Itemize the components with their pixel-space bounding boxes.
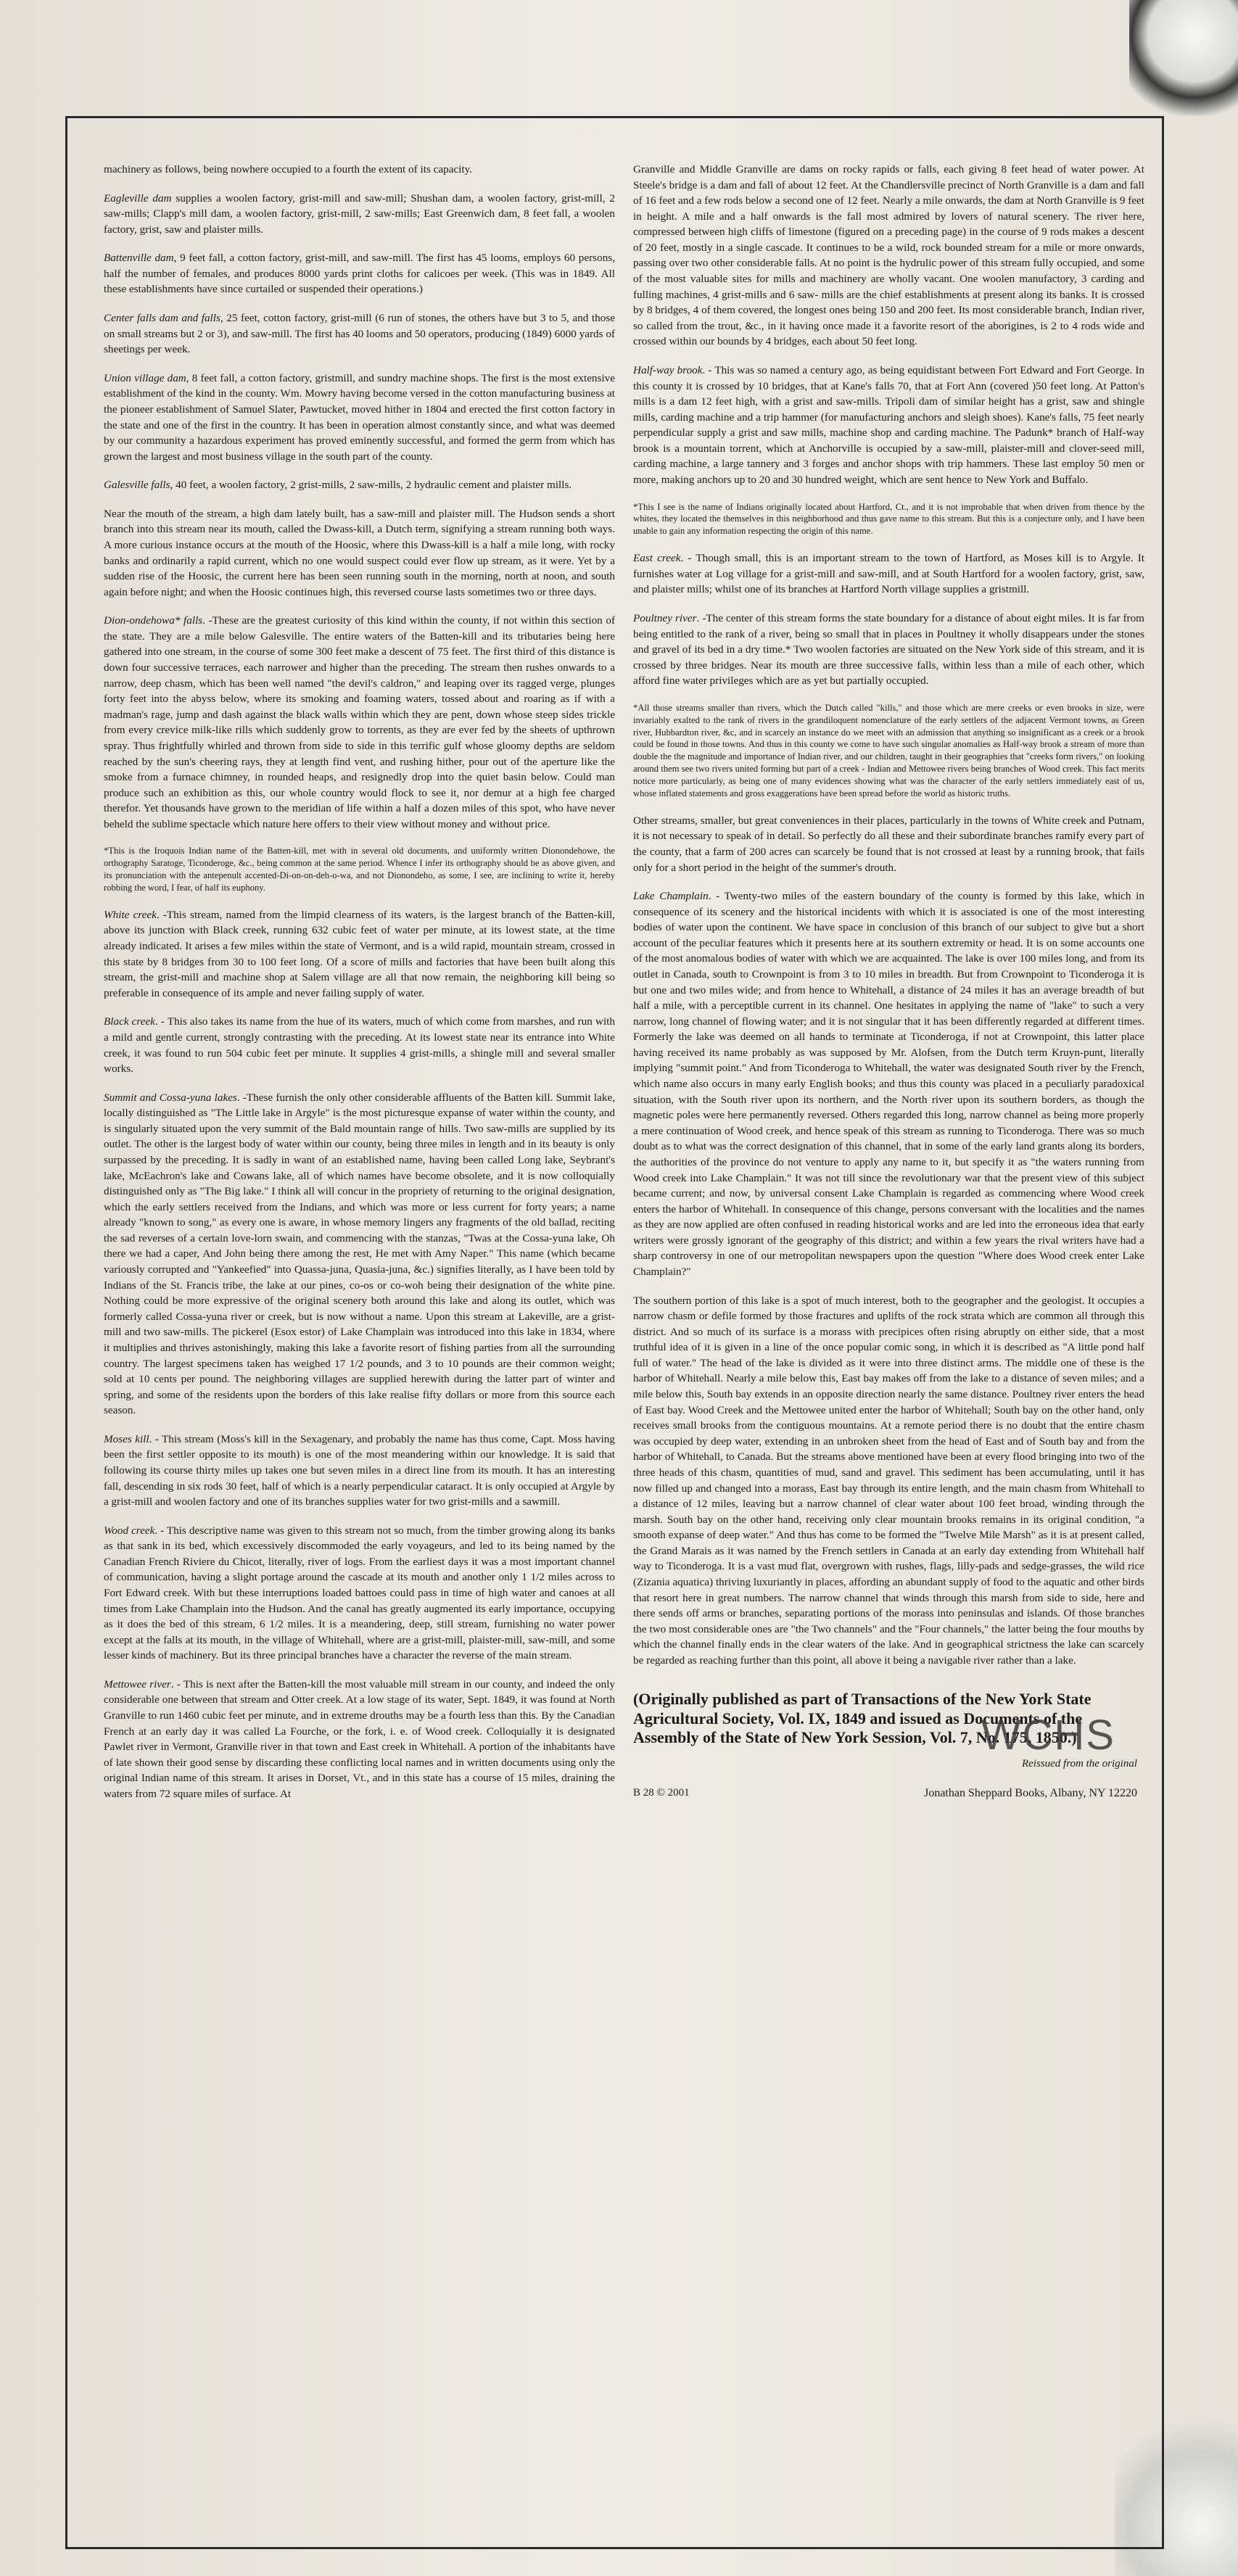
paragraph-text: . - This also takes its name from the hue of its waters, much of which come from marshes, and run with a mild and gentle current, strongly contrasting with the preceding. At its lowest state near its entrance into White creek, it was found to run 504 cubic feet per minute. It supplies 4 grist-mills, a shingle mill and several smaller works. <box>104 1015 615 1076</box>
body-paragraph <box>104 371 615 464</box>
section-title: Center falls dam and falls <box>104 312 220 325</box>
paragraph-text: The southern portion of this lake is a spot of much interest, both to the geographer and the geologist. It occupies a narrow chasm or defile formed by those fractures and uplifts of the rock strata which are common all through this district. And so much of its surface is a morass with precipices often rising abruptly on either side, that a most truthful idea of it is given in a line of the once popular comic song, in which it is described as "A little pond half full of water." The head of the lake is divided as it were into three distinct arms. The middle one of these is the harbor of Whitehall. Nearly a mile below this, East bay makes off from the lake to a distance of seven miles; and a mile below this, South bay extends in an opposite direction nearly the same distance. Poultney river enters the head of East bay. Wood Creek and the Mettowee united enter the harbor of Whitehall; South bay on the other hand, only receives small brooks from the contiguous mountains. At a remote period there is no doubt that the entire chasm was occupied by deep water, extending in an unbroken sheet from the head of East and of South bay and from the harbor of Whitehall, to Canada. But the streams above mentioned have been at every flood bringing into two of the three heads of this chasm, quantities of mud, sand and gravel. This sediment has been accumulating, until it has now filled up and changed into a morass, East bay through its entire length, and the main chasm from Whitehall to a distance of 12 miles, leaving but a narrow channel of clear water about 100 feet broad, winding through the marsh. South bay on the other hand, receiving only clear mountain brooks remains in its original condition, "a smooth expanse of deep water." And thus has come to be formed the "Twelve Mile Marsh" as it is at present called, the Grand Marais as it was named by the French settlers in Canada at an early day extending from Whitehall half way to Ticonderoga. It is a vast mud flat, overgrown with rushes, flags, lilly-pads and sedge-grasses, the wild rice (Zizania aquatica) thriving luxuriantly in places, affording an abundant supply of food to the aquatic and other birds that resort here in great numbers. The narrow channel that winds through this marsh from side to side, here and there sends off arms or branches, separating portions of the morass into peninsulas and islands. Of those branches the two most considerable ones are "the Two channels" and the "Four channels," the latter being the four mouths by which the channel finally ends in the clear waters of the lake. And in geographical strictness the lake can scarcely be regarded as reaching further than this point, all above it being a navigable river rather than a lake. <box>633 1294 1144 1667</box>
section-title: Mettowee river <box>104 1677 171 1690</box>
body-paragraph <box>104 1523 615 1664</box>
right-column-body <box>633 162 1144 1668</box>
paragraph-text: . -These are the greatest curiosity of this kind within the county, if not within this section of the state. They are a mile below Galesville. The entire waters of the Batten-kill and its tributaries being here gathered into one stream, in the course of some 300 feet make a descent of 75 feet. The first third of this distance is down four successive terraces, each narrower and higher than the preceding. The stream then rushes onwards to a narrow, deep chasm, which has been well named "the devil's caldron," and leaping over its ragged verge, plunges forty feet into the abyss below, where its smoking and foaming waters, tossed about and roaring as if with a madman's rage, jump and dash against the black walls within which they are pent, down whose steep sides trickle from every crevice milk-like rills which suddenly grow to torrents, as they are ever fed by the sheets of upthrown spray. Thus frightfully whirled and thrown from side to side in this terrific gulf whose gloomy depths are seldom reached by the sun's cheering rays, they at length find vent, and rushing hither, pour out of the aperture like the smoke from a furnace chimney, in rounded heaps, and resignedly drop into the quiet basin below. Could man produce such an exhibition as this, our whole country would flock to see it, nor demur at a high fee charged therefor. Yet thousands have grown to the meridian of life within a half a dozen miles of this spot, who have never beheld the sublime spectacle which nature here offers to their view without money and without price. <box>104 614 615 830</box>
section-title: Summit and Cossa-yuna lakes <box>104 1091 237 1104</box>
paragraph-text: Near the mouth of the stream, a high dam lately built, has a saw-mill and plaister mill. The Hudson sends a short branch into this stream near its mouth, called the Dwass-kill, a Dutch term, signifying a stream running both ways. A more curious instance occurs at the mouth of the Hoosic, where this Dwass-kill is a half a mile long, with rocky banks and ordinarily a rapid current, which no one would suspect could ever flow up stream, as it were. Yet by a sudden rise of the Hoosic, the current here has been seen running south in the morning, north at noon, and south again before night; and when the Hoosic continues high, this reversed course lasts sometimes two or three days. <box>104 507 615 598</box>
section-title: Black creek <box>104 1015 155 1028</box>
paragraph-text: . -These furnish the only other considerable affluents of the Batten kill. Summit lake, locally distinguished as "The Little lake in Argyle" is the most picturesque expanse of water within the county, and is singularly situated upon the very summit of the Bald mountain range of hills. Two saw-mills are supplied by its outlet. The other is the largest body of water within our county, being three miles in length and in its beauty is only surpassed by the preceding. It is sadly in want of an established name, having been called Long lake, Seybrant's lake, McEachron's lake and Cowans lake, all of which names have become obsolete, and it is now colloquially distinguished only as "The Big lake." I think all will concur in the propriety of returning to the original designation, which the early settlers received from the Indians, and which was more or less current for forty years; a name already "known to song," as every one is aware, in whose memory lingers any fragments of the old ballad, reciting the sad reverses of a certain love-lorn swain, and commencing with the stanzas, "Twas at the Cossa-yuna lake, Oh there we had a caper, And John being there among the rest, He met with Amy Naper." This name (which became variously corrupted and "Yankeefied" into Quassa-juna, Quasia-juna, &c.) signifies literally, as I have been told by Indians of the St. Francis tribe, the lake at our pines, co-os or co-woh being their designation of the white pine. Nothing could be more expressive of the original scenery both around this lake and along its outlet, which was formerly called Cossa-yuna river or creek, but is now without a name. Upon this stream at Lakeville, are a grist-mill and two saw-mills. The pickerel (Esox estor) of Lake Champlain was introduced into this lake in 1834, where it multiplies and thrives astonishingly, making this lake a favorite resort of fishing parties from all the surrounding country. The largest specimens taken has weighed 17 1/2 pounds, and 3 to 10 pounds are their common weight; sold at 10 cents per pound. The neighboring villages are supplied herewith during the latter part of winter and spring, and some of the residents upon the borders of this lake realise fifty dollars or more from this source each season. <box>104 1091 615 1417</box>
body-paragraph <box>104 1014 615 1076</box>
paragraph-text: Other streams, smaller, but great conveniences in their places, particularly in the towns of White creek and Putnam, it is not necessary to speak of in detail. So perfectly do all these and their subordinate branches ramify every part of the county, that a farm of 200 acres can scarcely be found that is not crossed at least by a running brook, that fails only for a short period in the height of the summer's drouth. <box>633 814 1144 874</box>
body-paragraph <box>633 813 1144 875</box>
paragraph-text: *This I see is the name of Indians originally located about Hartford, Ct., and it is not improbable that when driven from thence by the whites, they located the themselves in this neighborhood and thus gave name to this stream. But this is a conjecture only, and I have been unable to gain any information respecting the origin of this name. <box>633 501 1144 537</box>
body-paragraph <box>633 611 1144 689</box>
body-paragraph <box>633 888 1144 1279</box>
body-paragraph <box>104 1432 615 1510</box>
body-paragraph <box>104 1090 615 1419</box>
paragraph-text: . - This descriptive name was given to this stream not so much, from the timber growing along its banks as that sank in its bed, which excessively discommoded the early voyageurs, and led to its being named by the Canadian French Riviere du Chicot, literally, river of logs. From the earliest days it was a most important channel of communication, having a slight portage around the cascade at its mouth and another only 1 1/2 miles across to Fort Edward creek. With but these interruptions loaded battoes could pass in time of high water and canoes at all times from Lake Champlain into the Hudson. And the canal has greatly augmented its early importance, occupying as it does the bed of this stream, 6 1/2 miles. It is a meandering, deep, still stream, furnishing no water power except at the falls at its mouth, in the village of Whitehall, where are a grist-mill, plaister-mill, saw-mill, and some lesser kinds of machinery. But its three principal branches have a character the reverse of the main stream. <box>104 1524 615 1662</box>
paragraph-text: . - Twenty-two miles of the eastern boundary of the county is formed by this lake, which in consequence of its scenery and the historical incidents with which it is associated is one of the most interesting bodies of water upon the continent. We have space in conclusion of this branch of our subject to give but a short account of the peculiar features which it presents here at its southern extremity or head. It is on some accounts one of the most anomalous bodies of water with which we are acquainted. The lake is over 100 miles long, and from its outlet in Canada, south to Crownpoint is from 3 to 10 miles in breadth. But from Crownpoint to Ticonderoga it is but one and two miles wide; and from hence to Whitehall, a distance of 24 miles it has an average breadth of but half a mile, with a perceptible current in its channel. One hesitates in applying the name of "lake" to such a very narrow, long channel of flowing water; and it is not singular that it has been differently regarded at different times. Formerly the lake was deemed on all hands to terminate at Ticonderoga, if not at Crownpoint, this latter place having received its name probably as was supposed by Mr. Alofsen, from the Dutch term Kruyn-punt, literally implying "summit point." And from Ticonderoga to Whitehall, the water was designated South river by the French, which name also occurs in many early English books; and thus this county was placed in a peculiarly paradoxical situation, with the South river upon its northern, and the North river upon its southern borders, as though the magnetic poles were here permanently reversed. Others regarded this long, narrow channel as being more properly a mere continuation of Wood creek, and hence speak of this stream as running to Ticonderoga. There was so much doubt as to what was the correct designation of this channel, that in some of the early land grants along its borders, the authorities of the province do not venture to apply any name to it, but specify it as "the waters running from Wood creek into Lake Champlain." It was not till since the revolutionary war that the present view of this subject became current; and now, by universal consent Lake Champlain is regarded as commencing where Wood creek enters the harbor of Whitehall. In consequence of this change, persons conversant with the localities and the names as they are now applied are often confused in reading historical works and are led into the erroneous idea that early writers were grossly ignorant of the geography of this district; and within a few years the rival writers have had a sharp controversy in one of our metropolitan newspapers upon the question "Where does Wood creek enter Lake Champlain?" <box>633 890 1144 1278</box>
footnote-paragraph <box>633 702 1144 800</box>
section-title: Wood creek <box>104 1524 155 1537</box>
body-paragraph <box>104 506 615 600</box>
body-paragraph <box>104 613 615 832</box>
body-paragraph <box>633 550 1144 598</box>
body-paragraph <box>104 191 615 238</box>
section-title: Moses kill <box>104 1432 149 1445</box>
paragraph-text: *All those streams smaller than rivers, which the Dutch called "kills," and those which are mere creeks or even brooks in size, were invariably exalted to the rank of rivers in the grandiloquent nomenclature of the early settlers of the adjacent Vermont towns, as Green river, Hubbardton river, &c, and in scarcely an instance do we meet with an admission that anything so insignificant as a creek or a brook could be found in those towns. And thus in this county we come to have such singular anomalies as Half-way brook a stream of more than double the the magnitude and importance of Indian river, and our children, taught in their geographies that "creeks form rivers," on looking around them see two rivers united forming but part of a creek - Indian and Mettowee rivers being branches of Wood creek. This fact merits notice more particularly, as being one of many evidences showing what was the character of the early settlers immediately east of us, whose inflated statements and gross exaggerations have been spread before the world as historic truths. <box>633 702 1144 798</box>
body-paragraph <box>104 477 615 493</box>
binder-clip-shadow <box>1129 0 1238 116</box>
paragraph-text: *This is the Iroquois Indian name of the Batten-kill, met with in several old documents, and uniformly written Dionondehowe, the orthography Saratoge, Ticonderoge, &c., being common at the same period. Whence I infer its orthography should be as above given, and its pronunciation with the antepenult accented-Di-on-on-deh-o-wa, and not Dionondeho, as some, I see, are inclining to write it, hereby robbing the word, I fear, of half its euphony. <box>104 846 615 893</box>
publisher-line: Jonathan Sheppard Books, Albany, NY 12220 <box>924 1786 1137 1799</box>
paragraph-text: . - This was so named a century ago, as being equidistant between Fort Edward and Fort George. In this county it is crossed by 10 bridges, that at Kane's falls 70, that at Fort Ann (covered )50 feet long. At Patton's mills is a dam 12 feet high, with a grist and saw-mills. Tripoli dam of similar height has a grist, saw and shingle mills, carding machine and a trip hammer (for manufacturing anchors and sleigh shoes). Kane's falls, 75 feet nearly perpendicular supply a grist and saw mills, machine shop and carding machine. The Padunk* branch of Half-way brook is a mountain torrent, which at Anchorville is occupied by a saw-mill, plaister-mill and clover-seed mill, carding machine, a large tannery and 3 forges and anchor shops with trip hammers. These last employ 50 men or more, making anchors up to 20 and 30 hundred weight, which are sent hence to New York and Buffalo. <box>633 363 1144 486</box>
paragraph-text: . - Though small, this is an important stream to the town of Hartford, as Moses kill is to Argyle. It furnishes water at Log village for a grist-mill and saw-mill, and at South Hartford for a woolen factory, grist, saw, and plaister mills; whilst one of its branches at Hartford North village supplies a gristmill. <box>633 552 1144 596</box>
right-column <box>633 162 1144 2525</box>
body-paragraph <box>104 250 615 297</box>
section-title: Galesville falls <box>104 479 170 492</box>
catalog-code: B 28 © 2001 <box>633 1786 690 1799</box>
body-paragraph <box>104 310 615 358</box>
paragraph-text: . - This is next after the Batten-kill the most valuable mill stream in our county, and indeed the only considerable one between that stream and Otter creek. At a low stage of its water, Sept. 1849, it was found at North Granville to run 1460 cubic feet per minute, and in extreme drouths may be a fourth less than this. By the Canadian French at an early day it was called La Fourche, or the fork, i. e. of Wood creek. Colloquially it is designated Pawlet river in Vermont, Granville river in that town and East creek in Whitehall. A portion of the inhabitants have of late shown their good sense by discarding these conflicting local names and in written documents using only the original Indian name of this stream. It arises in Dorset, Vt., and in this state has a course of 15 miles, draining the waters from 72 square miles of surface. At <box>104 1677 615 1800</box>
body-paragraph <box>104 162 615 178</box>
section-title: Poultney river <box>633 611 697 624</box>
body-paragraph <box>633 1293 1144 1669</box>
section-title: Union village dam <box>104 371 186 384</box>
section-title: Dion-ondehowa* falls <box>104 614 203 627</box>
paragraph-text: . - This stream (Moss's kill in the Sexagenary, and probably the name has thus come, Capt. Moss having been the first settler opposite to its mouth) is one of the most meandering within our knowledge. It is said that following its course thirty miles up takes one but seven miles in a direct line from its mouth. It has an interesting fall, descending in six rods 30 feet, half of which is a nearly perpendicular cataract. It is only occupied at Argyle by a grist-mill and woolen factory and one of its branches supplies water for two grist-mills and a sawmill. <box>104 1432 615 1508</box>
page-frame <box>65 116 1164 2549</box>
publication-note: (Originally published as part of Transactions of the New York State Agricultural Society, Vol. IX, 1849 and issued as Documents of the Assembly of the State of New York Session, Vol. 7, No. 175, 1850.) <box>633 1690 1091 1747</box>
paragraph-text: machinery as follows, being nowhere occupied to a fourth the extent of its capacity. <box>104 163 473 176</box>
wchs-watermark: WCHS <box>981 1711 1115 1759</box>
body-paragraph <box>104 907 615 1001</box>
body-paragraph <box>104 1677 615 1802</box>
section-title: Eagleville dam <box>104 191 172 205</box>
left-column <box>104 162 615 2525</box>
reissued-note: Reissued from the original <box>1021 1757 1137 1770</box>
paragraph-text: supplies a woolen factory, grist-mill and saw-mill; Shushan dam, a woolen factory, grist-mill, 2 saw-mills; Clapp's mill dam, a woolen factory, grist-mill, 2 saw-mills; East Greenwich dam, 8 feet fall, a woolen factory, grist, saw and plaister mills. <box>104 191 615 236</box>
paragraph-text: , 9 feet fall, a cotton factory, grist-mill, and saw-mill. The first has 45 looms, employs 60 persons, half the number of females, and produces 8000 yards print cloths for calicoes per week. (This was in 1849. All these establishments have since curtailed or suspended their operations.) <box>104 252 615 296</box>
section-title: Half-way brook <box>633 363 703 376</box>
body-paragraph <box>633 162 1144 350</box>
paragraph-text: . -The center of this stream forms the state boundary for a distance of about eight miles. It is far from being entitled to the rank of a river, being so small that in places in Poultney it wholly disappears under the stones and gravel of its bed in a dry time.* Two woolen factories are situated on the New York side of this stream, and it is crossed by three bridges. Near its mouth are three successive falls, within less than a mile of each other, which afford fine water privileges which are as yet but partially occupied. <box>633 611 1144 688</box>
footnote-paragraph <box>104 845 615 894</box>
paragraph-text: . -This stream, named from the limpid clearness of its waters, is the largest branch of the Batten-kill, above its junction with Black creek, running 632 cubic feet of water per minute, at its lowest state, at the time already indicated. It arises a few miles within the state of Vermont, and is a wild rapid, mountain stream, crossed in this state by 8 bridges from 30 to 100 feet long. Of a score of mills and factories that have been built along this stream, the grist-mill and machine shop at Salem village are all that now remain, the neighboring kill being so preferable in consequence of its ample and never failing supply of water. <box>104 908 615 999</box>
paragraph-text: Granville and Middle Granville are dams on rocky rapids or falls, each giving 8 feet head of water power. At Steele's bridge is a dam and fall of about 12 feet. At the Chandlersville precinct of North Granville is a dam and fall of 16 feet and a few rods below a second one of 12 feet. Nearly a mile onwards, the dam at North Granville is 9 feet in height. A mile and a half onwards is the fall most admired by lovers of natural scenery. The river here, compressed between high cliffs of limestone (figured on a preceding page) in the course of 9 rods makes a descent of 20 feet, mostly in a single cascade. It continues to be a wild, rock bounded stream for a mile or more onwards, passing over two other considerable falls. At no point is the hydrulic power of this stream fully occupied, and some of the most valuable sites for mills and machinery are wholly vacant. One woolen manufactory, 3 carding and fulling machines, 4 grist-mills and 6 saw- mills are the chief establishments at present along its banks. It is crossed by 8 bridges, 4 of them covered, the longest ones being 150 and 200 feet. Its most considerable branch, Indian river, so called from the trout, &c., in it having once made it a favorite resort of the aborigines, is 2 to 4 rods wide and crossed within our bounds by 4 bridges, each about 50 feet long. <box>633 163 1144 348</box>
paragraph-text: , 8 feet fall, a cotton factory, gristmill, and sundry machine shops. The first is the most extensive establishment of the kind in the county. Wm. Mowry having become versed in the cotton manufacturing business at the pioneer establishment of Samuel Slater, Pawtucket, moved hither in 1804 and erected the first cotton factory in the state and one of the first in the country. It has been in operation almost constantly since, and what was deemed by our community a hazardous experiment has proved eminently successful, and formed the germ from which has grown the largest and most business village in the south part of the county. <box>104 371 615 463</box>
section-title: East creek <box>633 552 681 565</box>
paragraph-text: , 25 feet, cotton factory, grist-mill (6 run of stones, the others have but 3 to 5, and those on small streams but 2 or 3), and saw-mill. The first has 40 looms and 50 operators, producing (1849) 6000 yards of sheetings per week. <box>104 312 615 356</box>
body-paragraph <box>633 363 1144 488</box>
section-title: Lake Champlain <box>633 890 709 903</box>
paragraph-text: , 40 feet, a woolen factory, 2 grist-mills, 2 saw-mills, 2 hydraulic cement and plaister mills. <box>170 479 572 492</box>
section-title: White creek <box>104 908 157 921</box>
footnote-paragraph <box>633 501 1144 538</box>
section-title: Battenville dam <box>104 252 174 265</box>
